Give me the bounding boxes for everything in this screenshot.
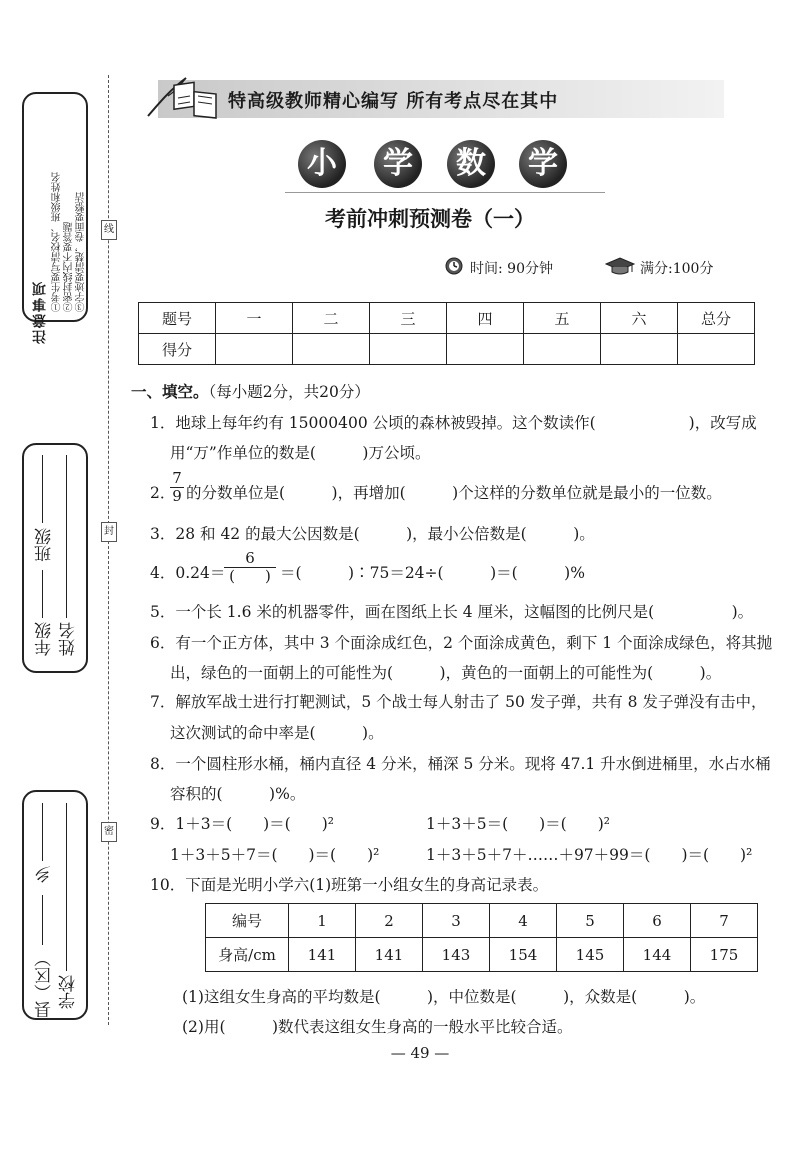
- fraction-denominator: ( ): [229, 567, 271, 585]
- question-9-row-1-right: 1＋3＋5＝( )＝( )²: [426, 815, 610, 833]
- notice-item-1: ①考生要写清校名、班级和姓名: [52, 172, 63, 312]
- question-4-fraction: [224, 550, 276, 585]
- score-row-label: 得分: [139, 334, 216, 365]
- question-9-row-2-right: 1＋3＋5＋7＋……＋97＋99＝( )＝( )²: [426, 846, 753, 864]
- notice-heading: 注意事项: [32, 280, 48, 344]
- height-table-row-label: 身高/cm: [206, 938, 289, 972]
- question-6-line-1: 6．有一个正方体，其中 3 个面涂成红色，2 个面涂成黄色，剩下 1 个面涂成绿色，将其抛: [150, 634, 773, 652]
- title-divider: [285, 192, 605, 193]
- question-8-line-1: 8．一个圆柱形水桶，桶内直径 4 分米，桶深 5 分米。现将 47.1 升水倒进桶里，水占水桶: [150, 755, 771, 773]
- score-header-cell: 总分: [678, 303, 755, 334]
- height-table-cell: 6: [624, 904, 691, 938]
- height-table-cell: 143: [423, 938, 490, 972]
- graduation-cap-icon: [604, 256, 636, 276]
- notice-item-2: ②密封线内不要答题: [64, 222, 75, 312]
- height-table-cell: 144: [624, 938, 691, 972]
- score-table-score-row: [139, 334, 755, 365]
- score-cell[interactable]: [678, 334, 755, 365]
- height-table-cell: 154: [490, 938, 557, 972]
- fraction-denominator: 9: [172, 487, 182, 505]
- question-7-line-2: 这次测试的命中率是( )。: [170, 724, 384, 742]
- subject-char-3: 数: [447, 140, 495, 188]
- subject-char-4: 学: [519, 140, 567, 188]
- question-6-line-2: 出，绿色的一面朝上的可能性为( )，黄色的一面朝上的可能性为( )。: [170, 664, 722, 682]
- question-8-line-2: 容积的( )%。: [170, 785, 306, 803]
- height-table-cell: 2: [356, 904, 423, 938]
- height-table-cell: 141: [289, 938, 356, 972]
- height-table-cell: 4: [490, 904, 557, 938]
- height-table-row-label: 编号: [206, 904, 289, 938]
- class-field[interactable]: [42, 455, 43, 523]
- question-2-fraction: [170, 470, 184, 505]
- notice-item-3: ③字迹要清楚，卷面要整洁: [76, 192, 87, 312]
- score-cell[interactable]: [524, 334, 601, 365]
- banner-slogan: 特高级教师精心编写 所有考点尽在其中: [228, 91, 559, 112]
- question-2-text: 的分数单位是( )，再增加( )个这样的分数单位就是最小的一位数。: [186, 484, 722, 502]
- score-table: [138, 302, 755, 365]
- score-header-cell: 五: [524, 303, 601, 334]
- score-header-cell: 六: [601, 303, 678, 334]
- question-10-sub-2: (2)用( )数代表这组女生身高的一般水平比较合适。: [182, 1018, 573, 1036]
- fraction-numerator: 6: [224, 550, 276, 568]
- cut-mark-line: 线: [101, 220, 117, 240]
- height-table-cell: 141: [356, 938, 423, 972]
- cut-mark-seal: 封: [101, 522, 117, 542]
- section-note: （每小题2分，共20分）: [208, 383, 370, 401]
- section-heading: [131, 380, 370, 402]
- school-field[interactable]: [66, 803, 67, 971]
- township-label: 乡: [35, 866, 55, 883]
- score-header-cell: 题号: [139, 303, 216, 334]
- height-table-cell: 175: [691, 938, 758, 972]
- score-header-cell: 三: [370, 303, 447, 334]
- score-header-cell: 一: [216, 303, 293, 334]
- score-table-header-row: [139, 303, 755, 334]
- subject-char-1: 小: [298, 140, 346, 188]
- section-title: 一、填空。: [131, 383, 209, 401]
- height-table-cell: 145: [557, 938, 624, 972]
- question-2-number: 2．: [150, 484, 176, 502]
- height-table-cell: 1: [289, 904, 356, 938]
- score-cell[interactable]: [370, 334, 447, 365]
- height-table-cell: 7: [691, 904, 758, 938]
- question-3: 3．28 和 42 的最大公因数是( )，最小公倍数是( )。: [150, 525, 595, 543]
- question-1-line-2: 用“万”作单位的数是( )万公顷。: [170, 444, 431, 462]
- subject-char-2: 学: [374, 140, 422, 188]
- clock-icon: [443, 256, 465, 276]
- question-9-row-2-left: 1＋3＋5＋7＝( )＝( )²: [170, 846, 380, 864]
- school-label: 学校: [59, 975, 79, 1009]
- height-table-number-row: [206, 904, 758, 938]
- question-7-line-1: 7．解放军战士进行打靶测试，5 个战士每人射击了 50 发子弹，共有 8 发子弹没有击中，: [150, 693, 767, 711]
- exam-time: 时间: 90分钟: [470, 261, 553, 277]
- fraction-numerator: 7: [170, 470, 184, 488]
- question-4-prefix: 4．0.24＝: [150, 564, 226, 582]
- question-9-row-1-left: 9．1＋3＝( )＝( )²: [150, 815, 334, 833]
- height-table-height-row: [206, 938, 758, 972]
- score-cell[interactable]: [447, 334, 524, 365]
- name-label: 姓名: [59, 622, 79, 656]
- page-number: — 49 —: [390, 1044, 450, 1062]
- score-cell[interactable]: [293, 334, 370, 365]
- question-4-text: ＝( )∶75＝24÷( )＝( )%: [280, 564, 585, 582]
- question-5: 5．一个长 1.6 米的机器零件，画在图纸上长 4 厘米，这幅图的比例尺是( )。: [150, 603, 754, 621]
- exam-title: 考前冲刺预测卷（一）: [325, 207, 535, 231]
- question-10-sub-1: (1)这组女生身高的平均数是( )，中位数是( )，众数是( )。: [182, 988, 706, 1006]
- score-header-cell: 四: [447, 303, 524, 334]
- grade-field[interactable]: [42, 570, 43, 618]
- height-table: [205, 903, 758, 972]
- county-label: 县（区）: [35, 950, 55, 1018]
- score-cell[interactable]: [601, 334, 678, 365]
- cut-mark-secret: 密: [101, 822, 117, 842]
- county-field[interactable]: [42, 895, 43, 945]
- height-table-cell: 5: [557, 904, 624, 938]
- class-label: 班级: [35, 528, 55, 562]
- height-table-cell: 3: [423, 904, 490, 938]
- question-1-line-1: 1．地球上每年约有 15000400 公顷的森林被毁掉。这个数读作( )，改写成: [150, 414, 757, 432]
- book-quill-icon: [140, 72, 224, 122]
- full-score: 满分:100分: [640, 261, 714, 277]
- grade-label: 年级: [35, 622, 55, 656]
- township-field[interactable]: [42, 803, 43, 861]
- name-field[interactable]: [66, 455, 67, 618]
- score-cell[interactable]: [216, 334, 293, 365]
- question-10: 10．下面是光明小学六(1)班第一小组女生的身高记录表。: [150, 876, 549, 894]
- score-header-cell: 二: [293, 303, 370, 334]
